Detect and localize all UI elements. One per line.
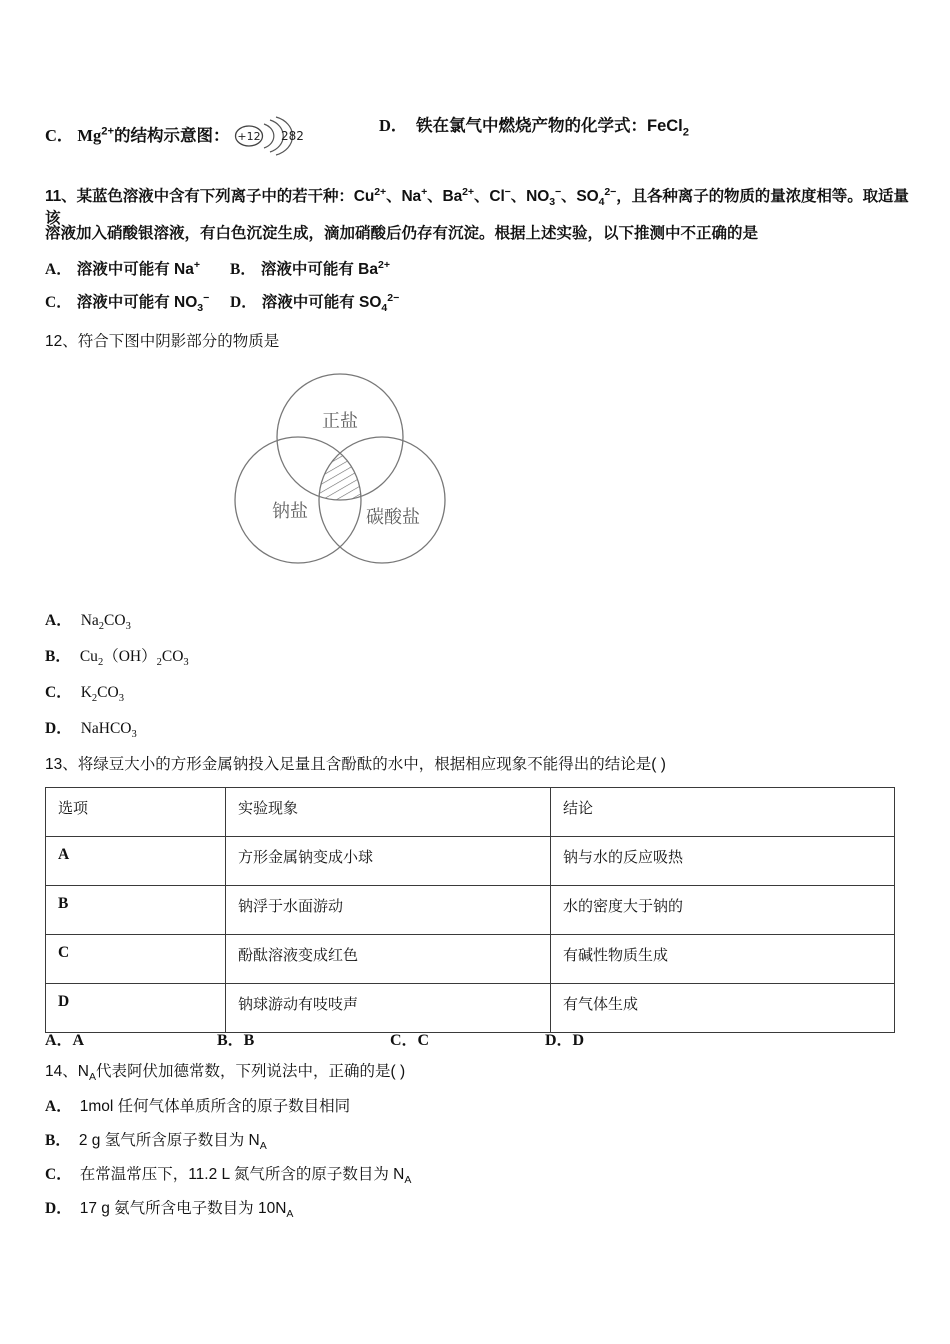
option-d-text: 铁在氯气中燃烧产物的化学式：FeCl$_2$ bbox=[416, 117, 690, 139]
q12-option-a[interactable]: A． $Na_2CO_3$ bbox=[45, 612, 131, 633]
q12-option-d[interactable]: D． NaHCO$_3$ bbox=[45, 720, 137, 741]
table-row[interactable] bbox=[46, 837, 895, 886]
option-c-label: C． bbox=[45, 126, 74, 146]
q12-option-b[interactable]: B． $Cu_2(OH)_2CO_3$ bbox=[45, 648, 189, 669]
q14-options bbox=[45, 1094, 745, 1230]
q11-option-c[interactable]: C． 溶液中可能有 $NO_3^-$ bbox=[45, 291, 210, 315]
table-header-conclusion: 结论 bbox=[551, 788, 895, 837]
q13-stem: 13、将绿豆大小的方形金属钠投入足量且含酚酞的水中，根据相应现象不能得出的结论是( ) bbox=[45, 756, 666, 773]
q11-option-a[interactable]: A． 溶液中可能有 Na+ bbox=[45, 258, 200, 278]
venn-label-right: 碳酸盐 bbox=[366, 507, 420, 527]
row-option-letter: C bbox=[46, 935, 226, 984]
option-d-iron-chlorine bbox=[379, 116, 689, 137]
row-conclusion: 水的密度大于钠的 bbox=[551, 886, 895, 935]
row-conclusion: 有碱性物质生成 bbox=[551, 935, 895, 984]
table-row[interactable] bbox=[46, 984, 895, 1033]
row-option-letter: D bbox=[46, 984, 226, 1033]
row-phenomenon: 钠球游动有吱吱声 bbox=[226, 984, 551, 1033]
svg-text:+12: +12 bbox=[236, 130, 261, 143]
option-c-structure bbox=[45, 116, 308, 156]
row-phenomenon: 钠浮于水面游动 bbox=[226, 886, 551, 935]
table-row[interactable] bbox=[46, 886, 895, 935]
q14-option-c[interactable]: C． 在常温常压下，11.2 L 氮气所含的原子数目为 $N_A$ bbox=[45, 1166, 412, 1187]
top-options-line bbox=[45, 108, 910, 152]
table-header-phenomenon: 实验现象 bbox=[226, 788, 551, 837]
q12-option-c[interactable]: C． $K_2CO_3$ bbox=[45, 684, 124, 705]
venn-label-top: 正盐 bbox=[322, 411, 358, 431]
q11-stem-line2: 溶液加入硝酸银溶液，有白色沉淀生成，滴加硝酸后仍存有沉淀。根据上述实验，以下推测中不正确的是 bbox=[45, 225, 759, 242]
row-phenomenon: 酚酞溶液变成红色 bbox=[226, 935, 551, 984]
q12-options bbox=[45, 608, 545, 752]
svg-text:282: 282 bbox=[280, 129, 304, 143]
row-conclusion: 钠与水的反应吸热 bbox=[551, 837, 895, 886]
q11-option-b[interactable]: B． 溶液中可能有 $Ba^{2+}$ bbox=[230, 258, 390, 278]
q13-answer-d[interactable]: D．D bbox=[545, 1032, 585, 1049]
q14-stem: 14、$N_A$代表阿伏加德常数，下列说法中，正确的是( ) bbox=[45, 1063, 406, 1084]
q13-answer-b[interactable]: B．B bbox=[217, 1032, 255, 1049]
table-row[interactable] bbox=[46, 935, 895, 984]
table-header-row bbox=[46, 788, 895, 837]
q13-answer-c[interactable]: C．C bbox=[390, 1032, 430, 1049]
row-phenomenon: 方形金属钠变成小球 bbox=[226, 837, 551, 886]
q13-table bbox=[45, 787, 895, 1033]
q14-option-d[interactable]: D． 17 g 氨气所含电子数目为 $10N_A$ bbox=[45, 1200, 294, 1221]
q14-option-a[interactable]: A． 1mol 任何气体单质所含的原子数目相同 bbox=[45, 1098, 351, 1115]
q13-answer-choices bbox=[45, 1027, 910, 1051]
q13-answer-a[interactable]: A．A bbox=[45, 1032, 85, 1049]
q11-option-d[interactable]: D． 溶液中可能有 $SO_4^{2-}$ bbox=[230, 291, 400, 315]
option-c-text: $Mg^{2+}$的结构示意图： bbox=[77, 125, 230, 145]
venn-diagram-salts bbox=[228, 368, 458, 568]
row-conclusion: 有气体生成 bbox=[551, 984, 895, 1033]
table-header-option: 选项 bbox=[46, 788, 226, 837]
q12-stem: 12、符合下图中阴影部分的物质是 bbox=[45, 333, 280, 350]
q14-option-b[interactable]: B． 2 g 氢气所含原子数目为 $N_A$ bbox=[45, 1132, 267, 1153]
row-option-letter: A bbox=[46, 837, 226, 886]
row-option-letter: B bbox=[46, 886, 226, 935]
venn-label-left: 钠盐 bbox=[272, 501, 308, 521]
option-d-label: D． bbox=[379, 116, 408, 135]
magnesium-ion-structure-diagram bbox=[234, 116, 308, 156]
q11-stem-line1: 11、某蓝色溶液中含有下列离子中的若干种：$Cu^{2+}$、Na+、$Ba^{2+}$、Cl−、$NO_3^-$、$SO_4^{2-}$，且各种离子的物质的量浓度相等。取适量该 bbox=[45, 185, 909, 227]
